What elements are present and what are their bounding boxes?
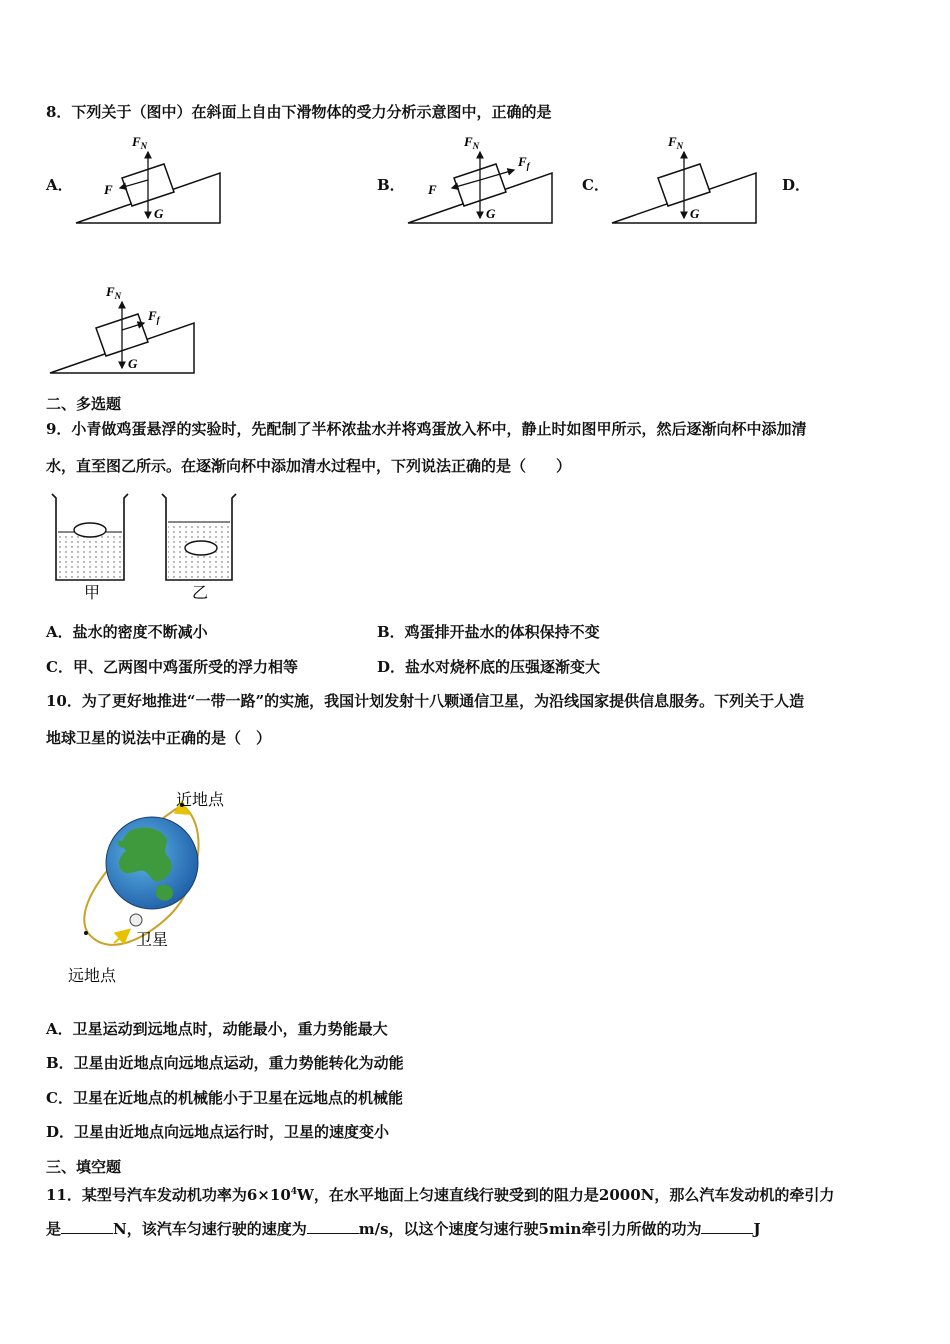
q8-option-c-label: C．: [582, 176, 609, 194]
egg: [185, 541, 217, 555]
q11-line2: 是 N，该汽车匀速行驶的速度为 m/s，以这个速度匀速行驶5min牵引力所做的功为 J: [46, 1220, 761, 1238]
beaker-yi: [162, 494, 236, 580]
q9-stem-line1: 9．小青做鸡蛋悬浮的实验时，先配制了半杯浓盐水并将鸡蛋放入杯中，静止时如图甲所示，然后逐渐向杯中添加清: [46, 420, 807, 438]
svg-text:G: G: [486, 206, 496, 221]
answer-blank-1[interactable]: [61, 1219, 113, 1234]
answer-blank-3[interactable]: [701, 1219, 753, 1234]
svg-text:FN: $F_N$: [668, 134, 684, 151]
q8-figure-c: [606, 130, 766, 230]
perigee-label: 近地点: [176, 790, 225, 809]
q9-stem-line2: 水，直至图乙所示。在逐渐向杯中添加清水过程中，下列说法正确的是（ ）: [46, 457, 572, 475]
svg-text:G: G: [154, 206, 164, 221]
svg-text:F: F: [428, 182, 437, 197]
q8-figure-a: [70, 130, 230, 230]
beaker-label-yi: 乙: [192, 583, 209, 602]
svg-text:Ff: $F_f$: [148, 308, 160, 325]
q10-stem-line1: 10．为了更好地推进“一带一路”的实施，我国计划发射十八颗通信卫星，为沿线国家提供信息服务。下列关于人造: [46, 692, 805, 710]
q10-stem-line2: 地球卫星的说法中正确的是（ ）: [46, 729, 272, 747]
svg-text:F: F: [104, 182, 113, 197]
section-heading-fill-in: 三、填空题: [46, 1158, 122, 1176]
q9-option-c: C．甲、乙两图中鸡蛋所受的浮力相等: [46, 658, 298, 676]
beaker-label-jia: 甲: [84, 583, 101, 602]
q8-option-a-label: A．: [46, 176, 73, 194]
svg-text:G: G: [690, 206, 700, 221]
q10-option-d: D．卫星由近地点向远地点运行时，卫星的速度变小: [46, 1123, 390, 1141]
q9-option-d: D．盐水对烧杯底的压强逐渐变大: [377, 658, 601, 676]
q8-stem: 8．下列关于（图中）在斜面上自由下滑物体的受力分析示意图中，正确的是: [46, 103, 552, 121]
section-heading-multiple-choice: 二、多选题: [46, 395, 122, 413]
q10-option-c: C．卫星在近地点的机械能小于卫星在远地点的机械能: [46, 1089, 403, 1107]
q10-orbit-figure: [60, 785, 260, 995]
q9-option-b: B．鸡蛋排开盐水的体积保持不变: [377, 623, 600, 641]
q8-figure-d: [44, 280, 204, 380]
answer-blank-2[interactable]: [307, 1219, 359, 1234]
satellite-icon: [130, 914, 142, 926]
q9-beaker-figure: [46, 490, 246, 605]
egg: [74, 523, 106, 537]
apogee-label: 远地点: [68, 966, 117, 985]
orbit-arrow-bottom: [114, 931, 128, 943]
q9-option-a: A．盐水的密度不断减小: [46, 623, 208, 641]
svg-text:G: G: [128, 356, 138, 371]
svg-text:FN: $F_N$: [106, 284, 122, 301]
q8-option-b-label: B．: [377, 176, 405, 194]
earth-globe: [106, 817, 198, 909]
q8-figure-b: [402, 130, 562, 230]
apogee-point: [84, 931, 88, 935]
svg-text:Ff: $F_f$: [518, 154, 530, 171]
q8-option-d-label: D．: [782, 176, 811, 194]
q10-option-b: B．卫星由近地点向远地点运动，重力势能转化为动能: [46, 1054, 404, 1072]
q11-line1: 11．某型号汽车发动机功率为$6\times 10^4W$，在水平地面上匀速直线行驶受到的阻力是2000N，那么汽车发动机的牵引力: [46, 1186, 835, 1204]
satellite-label: 卫星: [136, 930, 169, 949]
svg-text:FN: $F_N$: [464, 134, 480, 151]
beaker-jia: [52, 494, 128, 580]
svg-text:FN: $F_N$: [132, 134, 148, 151]
q10-option-a: A．卫星运动到远地点时，动能最小，重力势能最大: [46, 1020, 388, 1038]
